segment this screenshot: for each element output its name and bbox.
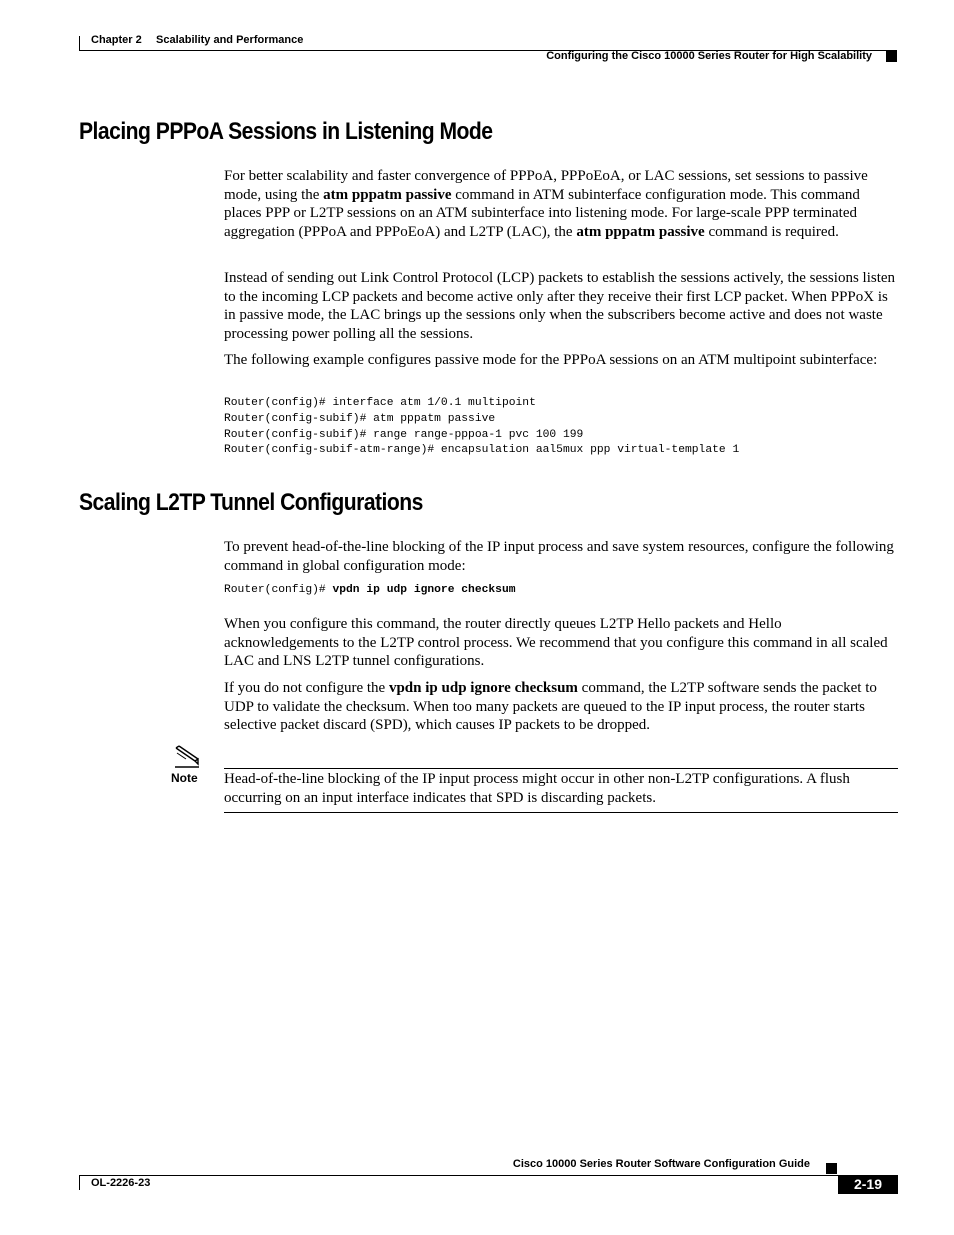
paragraph-l2tp-intro: To prevent head-of-the-line blocking of the IP input process and save system resources, configure the following command in global configuration mode: xyxy=(224,539,894,574)
section-heading-l2tp: Scaling L2TP Tunnel Configurations xyxy=(79,489,423,516)
note-text: Head-of-the-line blocking of the IP input process might occur in other non-L2TP configurations. A flush occurring on an input interface indicates that SPD is discarding packets. xyxy=(224,771,850,806)
footer-doc-number: OL-2226-23 xyxy=(91,1177,151,1189)
code-line: Router(config-subif-atm-range)# encapsulation aal5mux ppp virtual-template 1 xyxy=(224,444,740,457)
section-heading-pppoa: Placing PPPoA Sessions in Listening Mode xyxy=(79,118,493,145)
header-marker xyxy=(886,51,897,62)
command-vpdn-ip-udp: vpdn ip udp ignore checksum xyxy=(388,680,578,696)
footer-marker xyxy=(826,1163,837,1174)
code-block-vpdn: Router(config)# vpdn ip udp ignore checksum xyxy=(224,584,516,596)
command-atm-pppatm-passive: atm pppatm passive xyxy=(323,186,452,203)
header-left-rule xyxy=(79,36,80,51)
header-chapter: Chapter 2 xyxy=(91,34,142,46)
code-line: Router(config-subif)# atm pppatm passive xyxy=(224,412,496,425)
footer-left-rule xyxy=(79,1175,80,1190)
note-bottom-rule xyxy=(224,812,898,813)
header-chapter-title: Scalability and Performance xyxy=(156,34,304,46)
paragraph-example-intro: The following example configures passive mode for the PPPoA sessions on an ATM multipoint subinterface: xyxy=(224,352,878,368)
footer-guide-title: Cisco 10000 Series Router Software Configuration Guide xyxy=(512,1158,810,1170)
paragraph-pppoa-intro: For better scalability and faster convergence of PPPoA, PPPoEoA, or LAC sessions, set sessions to passive mode, using the atm pppatm passive command in ATM subinterface configuration mode. This command places PPP or L2TP sessions on an ATM subinterface into listening mode. For large-scale PPP terminated aggregation (PPPoA and PPPoEoA) and L2TP (LAC), the atm pppatm passive command is required. xyxy=(224,168,868,241)
paragraph-lcp: Instead of sending out Link Control Protocol (LCP) packets to establish the sessions actively, the sessions listen to the incoming LCP packets and become active only after they receive their first LCP packet. When PPPoX is in passive mode, the LAC brings up the sessions only when the subscribers become active and does not waste processing power polling all the sessions. xyxy=(224,270,896,343)
code-line: Router(config-subif)# range range-pppoa-1 pvc 100 199 xyxy=(224,428,584,441)
code-block-pppoa xyxy=(224,396,739,459)
footer-rule xyxy=(79,1175,839,1176)
command-vpdn-ip-udp: vpdn ip udp ignore checksum xyxy=(332,584,516,596)
paragraph-spd: If you do not configure the vpdn ip udp ignore checksum command, the L2TP software sends the packet to UDP to validate the checksum. When too many packets are queued to the IP input process, the router starts selective packet discard (SPD), which causes IP packets to be dropped. xyxy=(224,680,877,734)
note-label: Note xyxy=(171,771,198,785)
note-top-rule xyxy=(224,768,898,769)
paragraph-hello-queue: When you configure this command, the router directly queues L2TP Hello packets and Hello acknowledgements to the L2TP control process. We recommend that you configure this command in all scaled LAC and LNS L2TP tunnel configurations. xyxy=(224,616,888,670)
note-pencil-icon xyxy=(174,745,200,769)
code-line: Router(config)# interface atm 1/0.1 multipoint xyxy=(224,397,536,409)
header-section-title: Configuring the Cisco 10000 Series Router for High Scalability xyxy=(546,50,872,62)
page-number: 2-19 xyxy=(838,1175,898,1194)
command-atm-pppatm-passive: atm pppatm passive xyxy=(576,224,705,241)
